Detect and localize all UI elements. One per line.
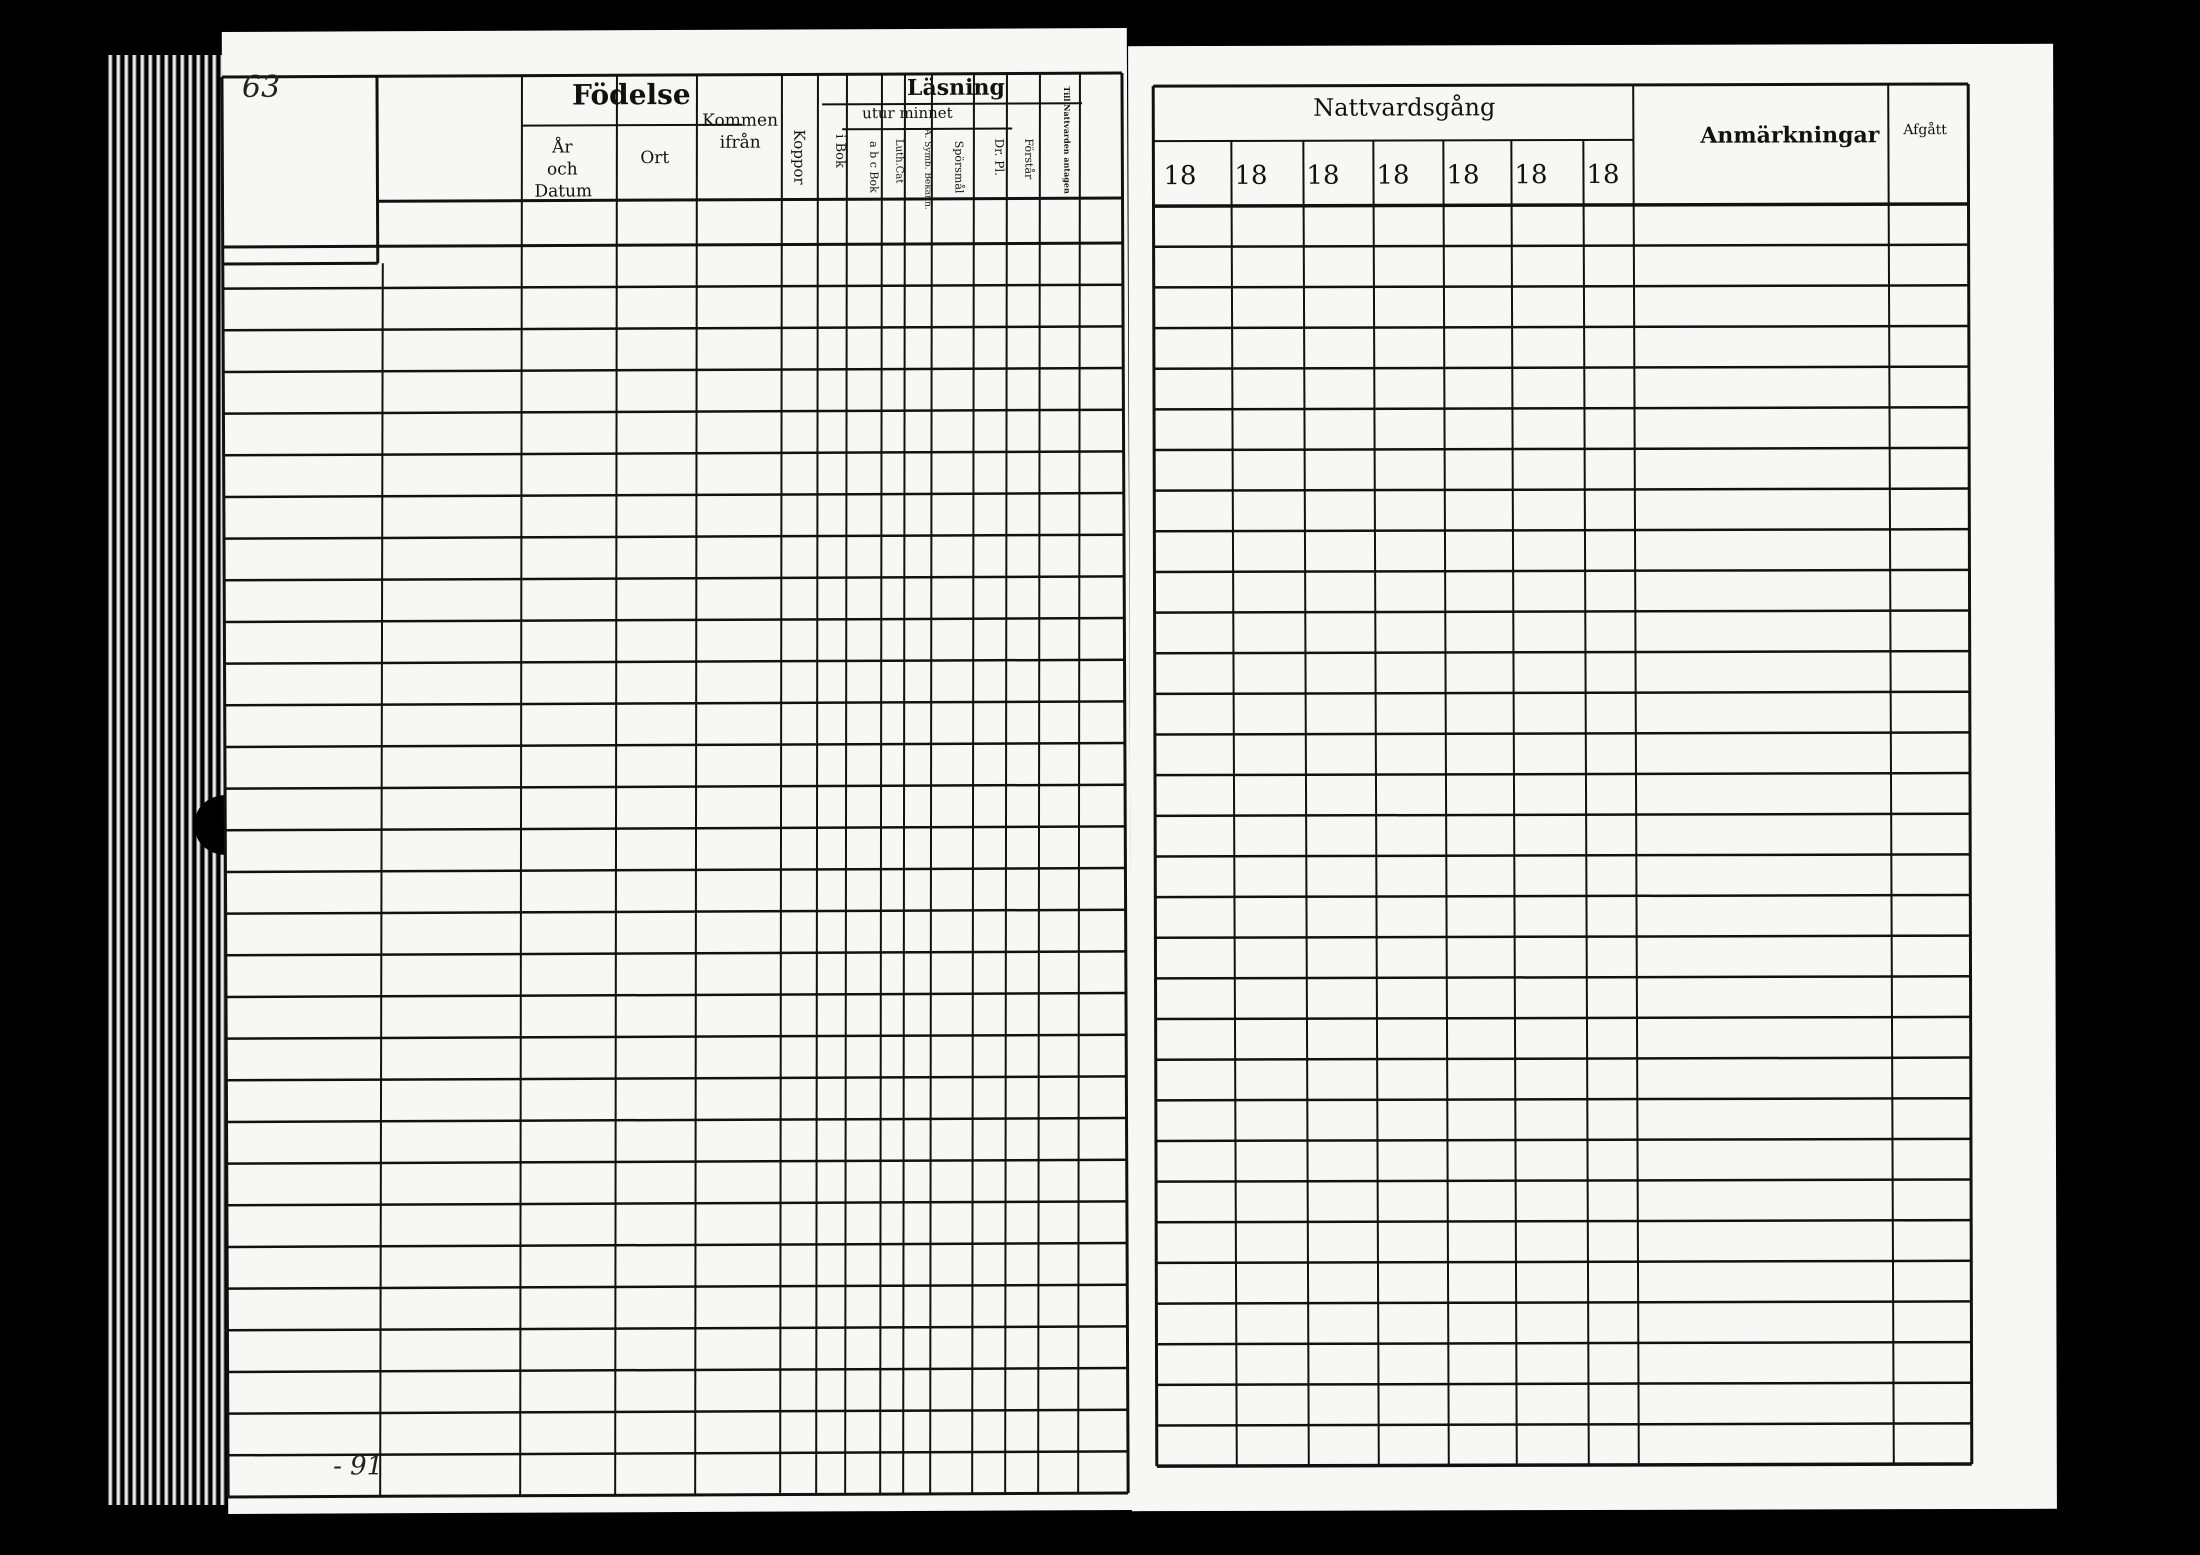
column-rule: [1231, 141, 1236, 1466]
column-rule: [839, 74, 853, 1494]
column-rule: [609, 75, 623, 1495]
column-rule: [375, 263, 388, 1496]
row-rule: [224, 493, 1124, 497]
row-rule: [227, 1118, 1127, 1122]
column-rule: [810, 74, 824, 1494]
header-fodelse: Födelse: [571, 77, 691, 112]
row-rule: [228, 1493, 1128, 1497]
row-rule: [225, 701, 1125, 705]
row-rule: [226, 1076, 1126, 1080]
column-rule: [774, 75, 788, 1495]
year-label: 18: [1376, 160, 1410, 191]
row-rule: [1155, 732, 1970, 734]
year-label: 18: [1306, 160, 1340, 191]
row-rule: [225, 785, 1125, 789]
row-rule: [1156, 1139, 1971, 1141]
year-label: 18: [1446, 160, 1480, 191]
header-till-nattvarden: Till Nattvarden antagen: [1062, 86, 1073, 194]
row-rule: [225, 868, 1125, 872]
year-label: 18: [1234, 160, 1268, 191]
left-ruled-grid: [222, 28, 1133, 1514]
book-page-edges: [105, 55, 225, 1505]
bottom-pencil-mark: - 91: [332, 1451, 384, 1482]
row-rule: [1155, 651, 1970, 653]
row-rule: [1157, 1464, 1972, 1466]
header-a-symb: A. Symb. Bekänn.: [922, 128, 933, 210]
row-rule: [1154, 407, 1969, 409]
column-rule: [689, 75, 703, 1495]
row-rule: [227, 1201, 1127, 1205]
row-rule: [1154, 570, 1969, 572]
row-rule: [228, 1368, 1128, 1372]
year-label: 18: [1163, 161, 1197, 192]
header-bottom-rule: [378, 198, 1123, 201]
row-rule: [1156, 1301, 1971, 1303]
page-number: 63: [241, 69, 281, 105]
column-rule: [1303, 141, 1308, 1466]
row-rule: [1156, 1058, 1971, 1060]
row-rule: [1156, 1342, 1971, 1344]
row-rule: [228, 1410, 1128, 1414]
header-forstar: Förstår: [1022, 138, 1036, 180]
year-label: 18: [1586, 159, 1620, 191]
row-rule: [227, 1160, 1127, 1164]
header-nattvardsgang: Nattvardsgång: [1313, 93, 1496, 122]
header-utur-minnet: utur minnet: [862, 103, 953, 123]
row-rule: [225, 826, 1125, 830]
name-column-rule: [377, 76, 378, 263]
row-rule: [1156, 976, 1971, 978]
column-rule: [897, 74, 911, 1494]
row-rule: [1154, 529, 1969, 531]
column-rule: [514, 76, 528, 1496]
header-ort: Ort: [640, 148, 670, 169]
row-rule: [1154, 285, 1969, 287]
row-rule: [1155, 773, 1970, 775]
row-rule: [1154, 448, 1969, 450]
row-rule: [226, 993, 1126, 997]
column-rule: [874, 74, 888, 1494]
column-rule: [1072, 73, 1086, 1493]
row-rule: [1156, 1179, 1971, 1181]
name-header-bottom-rule: [223, 263, 378, 264]
column-rule: [1511, 140, 1516, 1465]
row-rule: [223, 326, 1123, 330]
row-rule: [224, 618, 1124, 622]
row-rule: [1156, 1220, 1971, 1222]
row-rule: [1155, 936, 1970, 938]
row-rule: [223, 410, 1123, 414]
row-rule: [225, 660, 1125, 664]
row-rule: [1154, 367, 1969, 369]
row-rule: [227, 1243, 1127, 1247]
header-kommen-ifran: Kommen ifrån: [702, 110, 779, 153]
row-rule: [1156, 1261, 1971, 1263]
header-abc-bok: a b c Bok: [867, 141, 881, 193]
column-rule: [1583, 140, 1588, 1465]
row-rule: [1155, 692, 1970, 694]
column-rule: [999, 74, 1013, 1494]
right-page: [1128, 44, 2057, 1511]
row-rule: [226, 1035, 1126, 1039]
row-rule: [224, 451, 1124, 455]
row-rule: [1155, 854, 1970, 856]
nattvard-sub-rule: [1153, 140, 1633, 141]
header-anmarkningar: Anmärkningar: [1700, 122, 1880, 149]
right-ruled-grid: [1128, 44, 2057, 1511]
row-rule: [1155, 610, 1970, 612]
column-rule: [1032, 73, 1046, 1493]
row-rule: [1154, 245, 1969, 247]
row-rule: [226, 910, 1126, 914]
row-rule: [1155, 895, 1970, 897]
row-rule: [227, 1285, 1127, 1289]
row-rule: [1154, 326, 1969, 328]
column-rule: [966, 74, 980, 1494]
row-rule: [1154, 204, 1969, 206]
row-rule: [224, 576, 1124, 580]
header-luth-cat: Luth.Cat: [893, 139, 905, 184]
column-rule: [1373, 141, 1378, 1466]
header-lasning: Läsning: [906, 74, 1005, 101]
row-rule: [223, 243, 1123, 247]
row-rule: [224, 535, 1124, 539]
row-rule: [223, 368, 1123, 372]
header-koppor: Koppor: [790, 129, 809, 185]
row-rule: [1156, 1098, 1971, 1100]
row-rule: [223, 285, 1123, 289]
row-rule: [1156, 1017, 1971, 1019]
left-page: [222, 28, 1133, 1514]
header-afgatt: Afgått: [1903, 122, 1947, 139]
frame-right-rule: [1122, 73, 1128, 1493]
row-rule: [225, 743, 1125, 747]
header-dr-pl: Dr. Pl.: [992, 138, 1007, 177]
column-rule: [924, 74, 938, 1494]
header-ar-och-datum: År och Datum: [534, 137, 593, 202]
header-sporsmal: Spörsmål: [952, 140, 966, 194]
frame-top-rule: [1153, 84, 1968, 86]
row-rule: [1154, 489, 1969, 491]
row-rule: [1157, 1383, 1972, 1385]
year-label: 18: [1514, 160, 1548, 191]
row-rule: [1157, 1423, 1972, 1425]
column-rule: [1443, 140, 1448, 1465]
header-i-bok: i Bok: [832, 134, 848, 168]
row-rule: [227, 1326, 1127, 1330]
row-rule: [1155, 814, 1970, 816]
row-rule: [226, 951, 1126, 955]
